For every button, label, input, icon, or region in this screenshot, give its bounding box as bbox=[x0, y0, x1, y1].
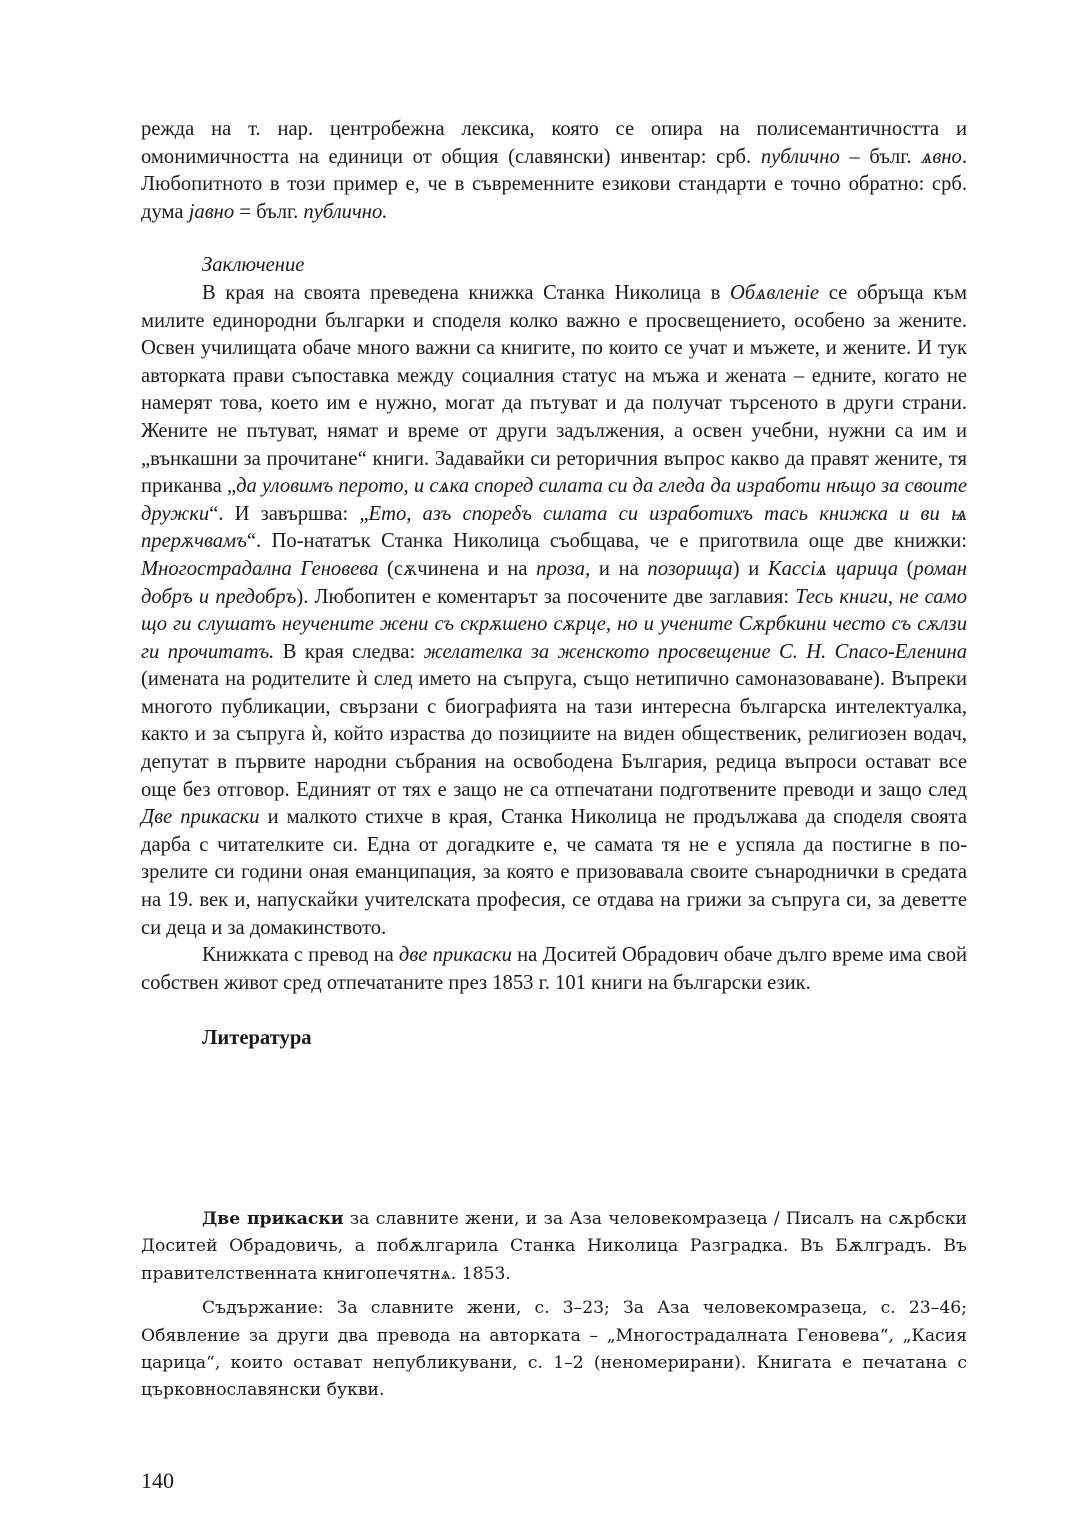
bibliography-note bbox=[141, 1295, 967, 1405]
italic-term: позорища bbox=[647, 557, 733, 580]
italic-title: Обѧвленіе bbox=[729, 281, 820, 304]
text-run: = бълг. bbox=[234, 200, 304, 223]
section-heading-literature: Литература bbox=[202, 1027, 312, 1050]
text-run: Книжката с превод на bbox=[202, 944, 399, 967]
text-run: се обръща към милите единородни българки и споделя колко важно е просвещението, особено за жените. Освен училищата обаче много важни са книгите, по които се учат и мъжете, и жените. И тук авторката прави съпоставка между социалния статус на мъжа и жената – едните, когато не намерят това, което им е нужно, могат да пътуват и да получат търсеното в други страни. Жените не пътуват, нямат и време от други задължения, а освен учебни, нужни са им и „вънкашни за прочитане“ книги. Задавайки си реторичния въпрос какво да правят жените, тя приканва „ bbox=[141, 281, 967, 498]
italic-term: публично bbox=[760, 145, 840, 168]
italic-term: јавно bbox=[188, 200, 235, 223]
text-run: – бълг. bbox=[839, 145, 922, 168]
bibliography-entry bbox=[141, 1206, 967, 1288]
text-run: ( bbox=[898, 557, 914, 580]
italic-quote: Тесь книги, не само що ги слушатъ неучените жени съ скрѫшено сѫрце, но и учените Сѫрбкини често съ сѫлзи ги прочитатъ. bbox=[141, 585, 967, 663]
italic-title: Две прикаски bbox=[141, 806, 260, 829]
paragraph-final bbox=[141, 942, 967, 997]
text-run: ). Любопитен е коментарът за посочените две заглавия: bbox=[296, 585, 796, 608]
text-run: (имената на родителите ѝ след името на съпруга, също нетипично самоназоваване). Въпреки многото публикации, свързани с биографията на тази интересна българска интелектуалка, както и за съпруга ѝ, който израства до позициите на виден общественик, религиозен водач, депутат в първите народни събрания на освободена България, редица въпроси остават все още без отговор. Единият от тях е защо не са отпечатани подготвените преводи и защо след bbox=[141, 668, 967, 801]
text-run: В края следва: bbox=[274, 640, 424, 663]
italic-title: Многострадална Геновева bbox=[141, 557, 379, 580]
text-run: . Любопитното в този пример е, че в съвременните езикови стандарти е точно обратно: срб. дума bbox=[141, 145, 967, 223]
italic-quote: желателка за женското просвещение С. Н. Спасо-Еленина bbox=[423, 640, 968, 663]
text-run: (сѫчинена и на bbox=[378, 557, 537, 580]
italic-term: публично. bbox=[303, 200, 388, 223]
italic-term: ѧвно bbox=[921, 145, 962, 168]
italic-quote: да уловимъ перото, и сѧка според силата си да гледа да изработи нѣщо за своите дружки bbox=[141, 475, 967, 525]
section-heading-conclusion: Заключение bbox=[202, 254, 305, 277]
italic-title: Кассіѧ царица bbox=[767, 557, 898, 580]
text-run: на Доситей Обрадович обаче дълго време има свой собствен живот сред отпечатаните през 1853 г. 101 книги на български език. bbox=[141, 944, 968, 994]
text-run: , и на bbox=[585, 557, 648, 580]
text-run: и малкото стихче в края, Станка Николица не продължава да споделя своята дарба с читателките си. Една от догадките е, че самата тя не е успяла да постигне в по-зрелите си години оная еманципация, за която е призовавала своите сънароднички в средата на 19. век и, напускайки учителската професия, се отдава на грижи за съпруга си, за деветте си деца и за домакинството. bbox=[141, 806, 967, 939]
text-run: Съдържание: За славните жени, с. 3–23; За Аза человекомразеца, с. 23–46; Обявление за други два превода на авторката – „Многострадалната Геновева“, „Касия царица“, които остават непубликувани, с. 1–2 (неномерирани). Книгата е печатана с църковнославянски букви. bbox=[141, 1298, 967, 1401]
main-text bbox=[141, 116, 967, 1053]
bibliography bbox=[141, 1206, 967, 1405]
italic-quote: Ето, азъ спореδъ силата си изработихъ тась книжка и ви ѩ прерѫчвамъ bbox=[141, 502, 967, 553]
italic-title: две прикаски bbox=[398, 944, 512, 967]
page-number: 140 bbox=[141, 1468, 174, 1493]
text-run: режда на т. нар. центробежна лексика, която се опира на полисемантичността и омонимичността на единици от общия (славянски) инвентар: срб. bbox=[141, 118, 967, 168]
text-run: “. По-нататък Станка Николица съобщава, че е приготвила още две книжки: bbox=[246, 530, 967, 553]
text-run: В края на своята преведена книжка Станка Николица в bbox=[202, 281, 730, 304]
paragraph-continuation bbox=[141, 116, 967, 226]
bibliography-title: Две прикаски bbox=[202, 1209, 344, 1229]
text-run: ) и bbox=[732, 557, 768, 580]
paragraph-conclusion bbox=[141, 280, 967, 942]
text-run: за славните жени, и за Аза человекомразеца / Писалъ на сѫрбски Доситей Обрадовичь, а побѫлгарила Станка Николица Разградка. Въ Бѫлградъ. Въ правителственната книгопечятнѧ. 1853. bbox=[141, 1209, 967, 1284]
italic-term: проза bbox=[536, 557, 586, 580]
text-run: “. И завършва: „ bbox=[209, 502, 369, 525]
italic-term: роман добръ и предобръ bbox=[141, 557, 967, 608]
